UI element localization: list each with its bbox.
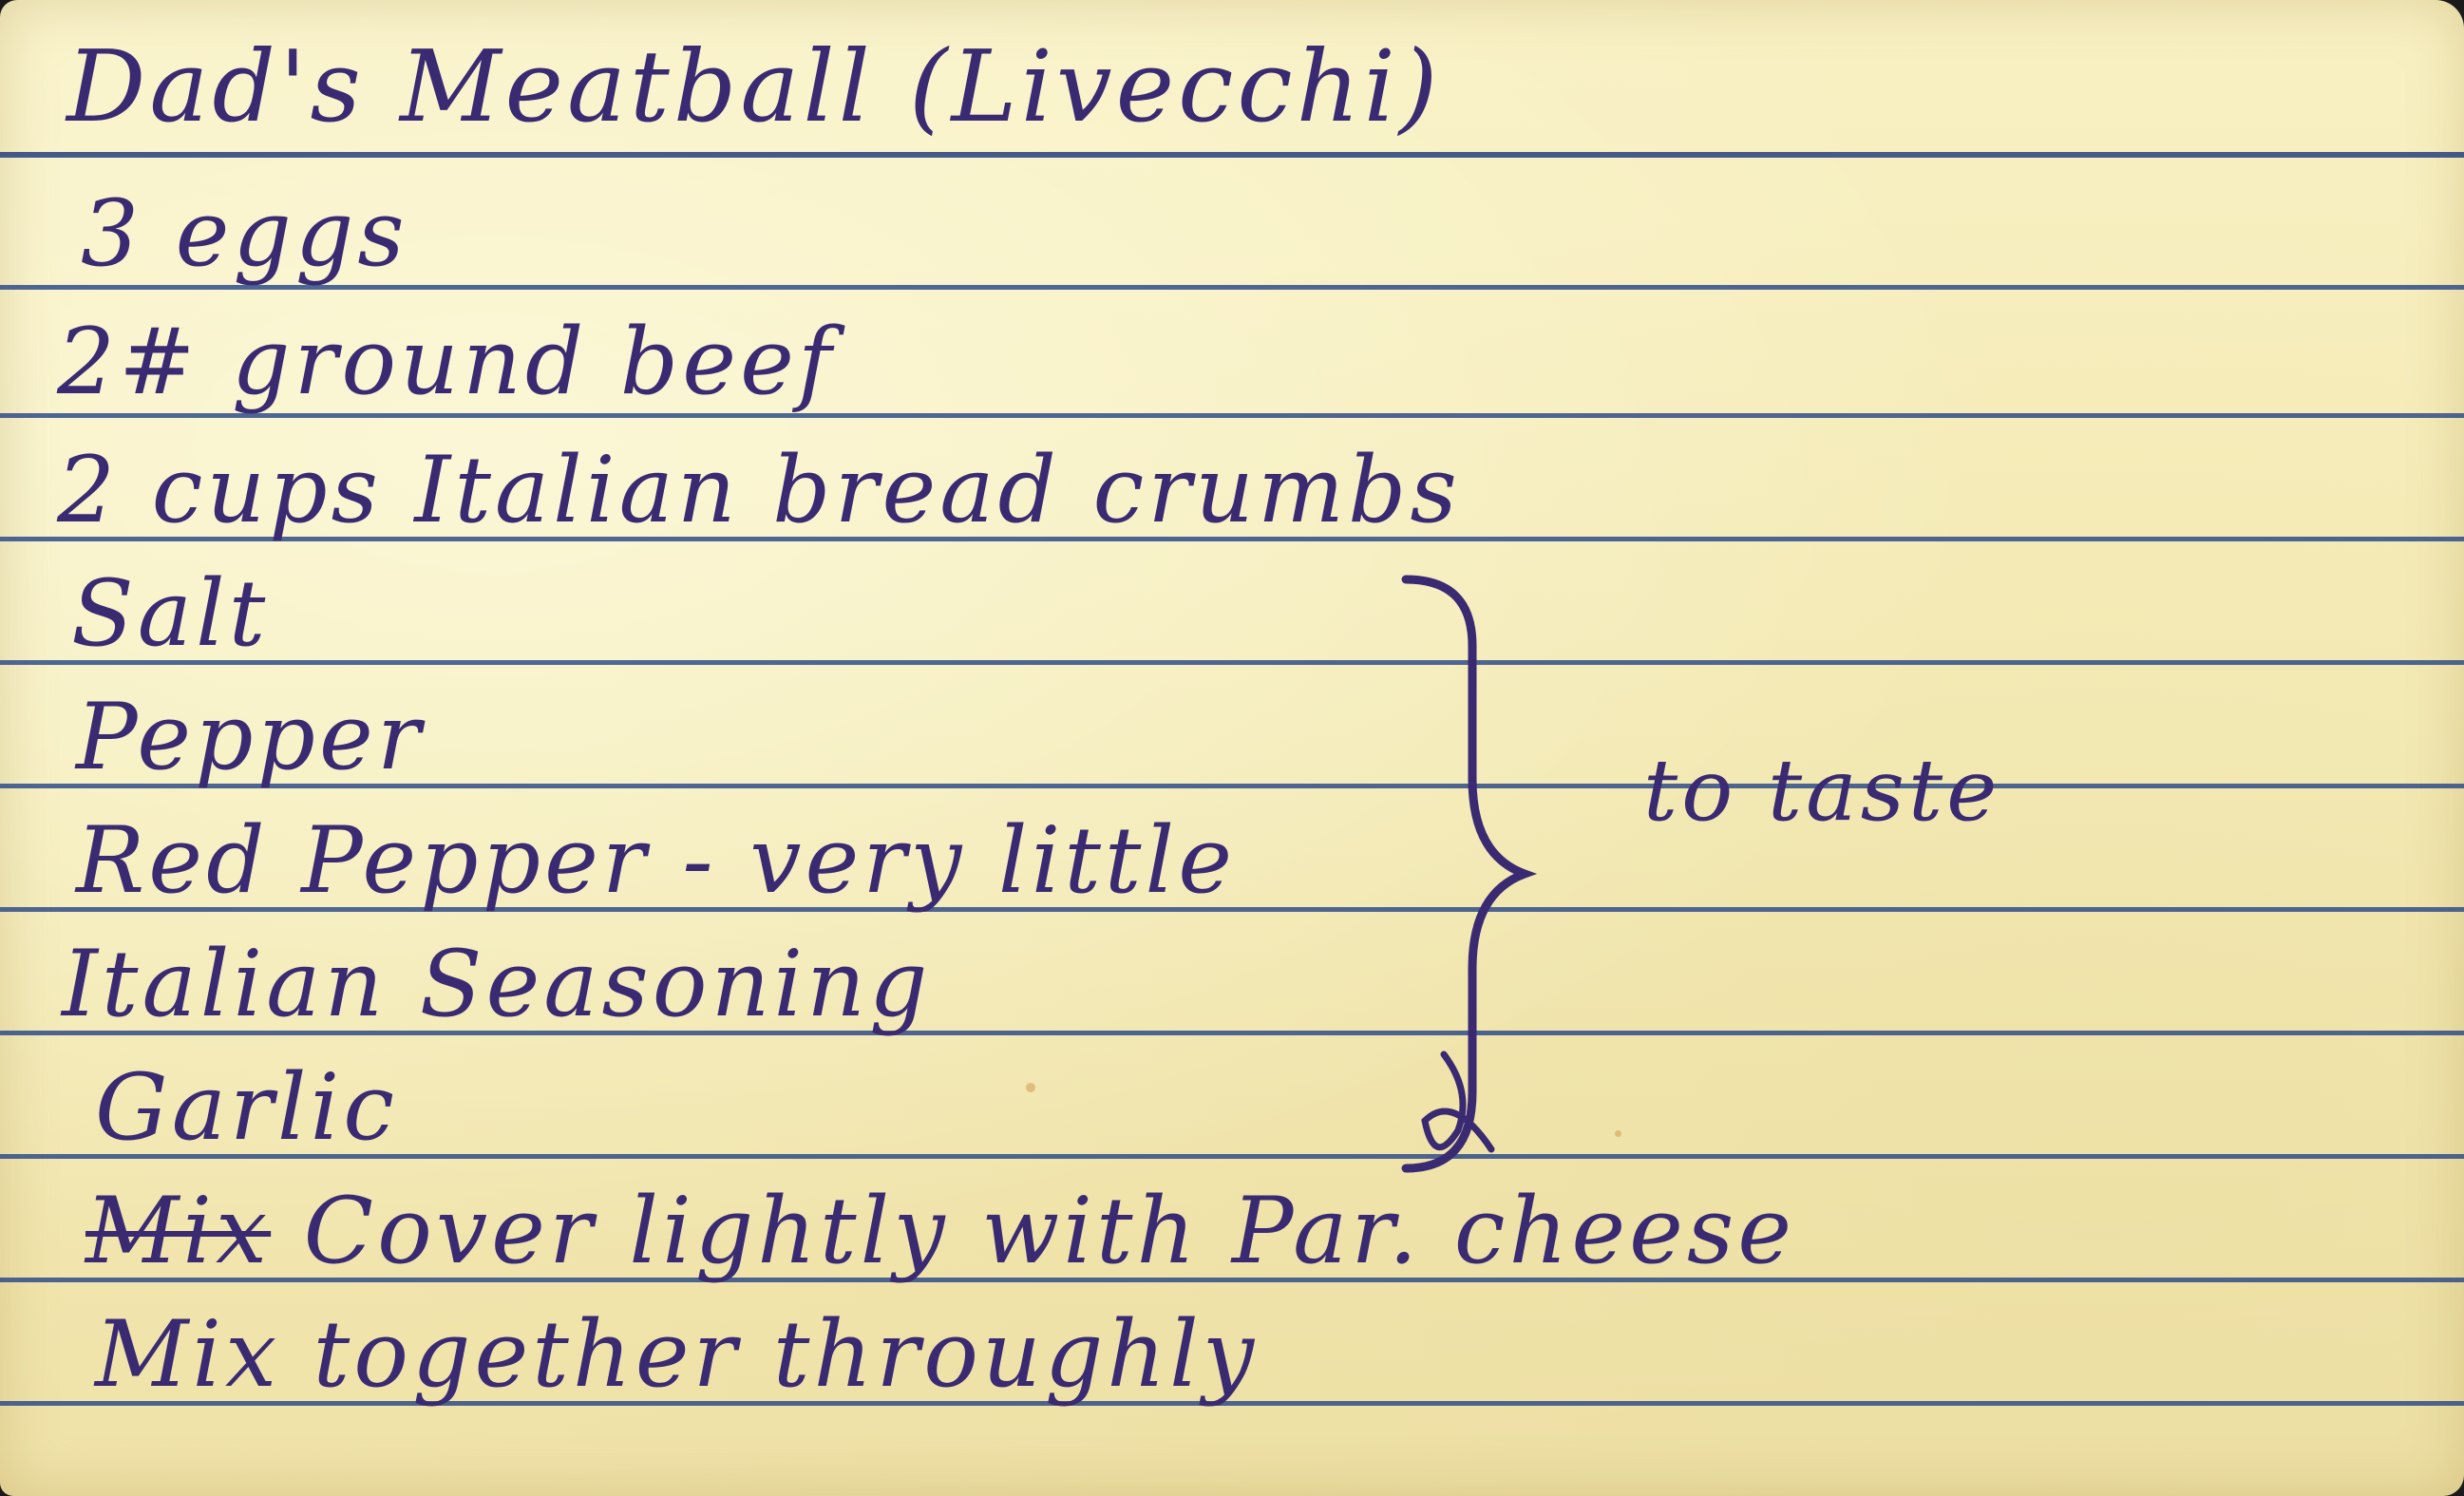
ingredient-line: 2 cups Italian bread crumbs [57, 437, 1461, 543]
ingredient-line: Salt [71, 560, 270, 667]
paper-speck [1026, 1083, 1035, 1092]
struck-out-word: Mix [85, 1178, 272, 1284]
curly-brace-icon [1368, 560, 1577, 1187]
ingredient-line: 2# ground beef [57, 309, 836, 415]
recipe-title: Dad's Meatball (Livecchi) [66, 28, 1442, 144]
paper-speck [1615, 1130, 1621, 1137]
ingredient-line: 3 eggs [81, 180, 408, 287]
ingredient-line: Italian Seasoning [62, 931, 932, 1037]
ingredient-line: Garlic [95, 1054, 398, 1161]
to-taste-note: to taste [1643, 741, 2001, 841]
instruction-text: Cover lightly with Par. cheese [303, 1178, 1796, 1284]
rule-line [0, 660, 2464, 665]
top-rule-line [0, 152, 2464, 158]
ingredient-line: Pepper [76, 684, 425, 790]
instruction-line [85, 1178, 1795, 1284]
ingredient-line: Red Pepper - very little [76, 807, 1236, 914]
instruction-line: Mix together throughly [95, 1301, 1259, 1408]
